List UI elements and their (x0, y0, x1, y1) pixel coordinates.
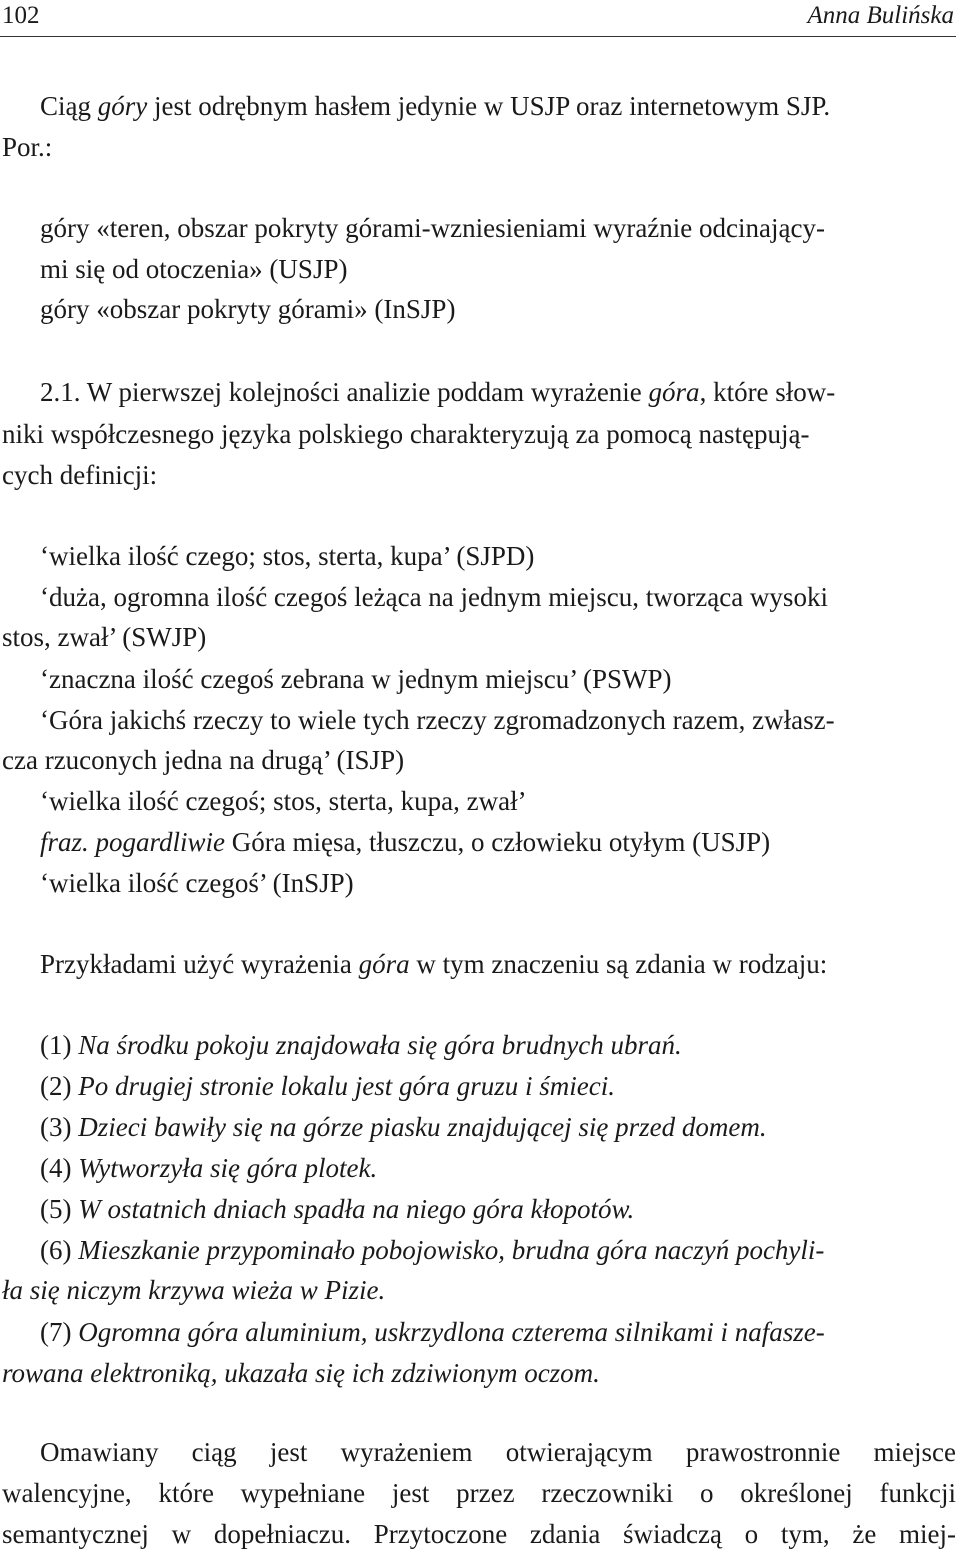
example-sentence-continued: ła się niczym krzywa wieża w Pizie. (2, 1275, 386, 1305)
example-sentence: (1) Na środku pokoju znajdowała się góra brudnych ubrań. (40, 1030, 682, 1060)
definition-line: ‘duża, ogromna ilość czegoś leżąca na jednym miejscu, tworząca wysoki (40, 582, 828, 612)
example-sentence: (5) W ostatnich dniach spadła na niego góra kłopotów. (40, 1194, 635, 1224)
paragraph-line: walencyjne, które wypełniane jest przez rzeczowniki o określonej funkcji (2, 1478, 956, 1508)
example-sentence: (4) Wytworzyła się góra plotek. (40, 1153, 378, 1183)
definition-line: ‘wielka ilość czegoś’ (InSJP) (40, 868, 354, 898)
paragraph-line: cych definicji: (2, 460, 158, 490)
definition-line: góry «teren, obszar pokryty górami-wzniesieniami wyraźnie odcinający- (40, 213, 825, 243)
definition-line: cza rzuconych jedna na drugą’ (ISJP) (2, 745, 405, 775)
definition-line: mi się od otoczenia» (USJP) (40, 254, 348, 284)
paragraph-line: semantycznej w dopełniaczu. Przytoczone zdania świadczą o tym, że miej- (2, 1519, 956, 1549)
definition-line: ‘wielka ilość czego; stos, sterta, kupa’ (SJPD) (40, 541, 535, 571)
definition-line: góry «obszar pokryty górami» (InSJP) (40, 294, 456, 324)
definition-line: ‘wielka ilość czegoś; stos, sterta, kupa, zwał’ (40, 786, 527, 816)
running-author: Anna Bulińska (807, 2, 954, 29)
paragraph-line: niki współczesnego języka polskiego charakteryzują za pomocą następują- (2, 419, 810, 449)
definition-line: ‘Góra jakichś rzeczy to wiele tych rzeczy zgromadzonych razem, zwłasz- (40, 705, 835, 735)
paragraph-line: Por.: (2, 132, 53, 162)
example-sentence: (7) Ogromna góra aluminium, uskrzydlona czterema silnikami i nafasze- (40, 1317, 825, 1347)
example-sentence: (2) Po drugiej stronie lokalu jest góra gruzu i śmieci. (40, 1071, 615, 1101)
definition-line: stos, zwał’ (SWJP) (2, 622, 207, 652)
paragraph-line: Omawiany ciąg jest wyrażeniem otwierającym prawostronnie miejsce (40, 1437, 956, 1467)
paragraph-line: Ciąg góry jest odrębnym hasłem jedynie w USJP oraz internetowym SJP. (40, 91, 831, 121)
definition-line: fraz. pogardliwie Góra mięsa, tłuszczu, o człowieku otyłym (USJP) (40, 827, 771, 857)
paragraph-line: Przykładami użyć wyrażenia góra w tym znaczeniu są zdania w rodzaju: (40, 949, 828, 979)
page-number: 102 (2, 2, 40, 29)
running-header (0, 0, 956, 37)
example-sentence: (3) Dzieci bawiły się na górze piasku znajdującej się przed domem. (40, 1112, 767, 1142)
example-sentence-continued: rowana elektroniką, ukazała się ich zdziwionym oczom. (2, 1358, 600, 1388)
definition-line: ‘znaczna ilość czegoś zebrana w jednym miejscu’ (PSWP) (40, 664, 672, 694)
paragraph-line: 2.1. W pierwszej kolejności analizie poddam wyrażenie góra, które słow- (40, 377, 836, 407)
example-sentence: (6) Mieszkanie przypominało pobojowisko, brudna góra naczyń pochyli- (40, 1235, 825, 1265)
